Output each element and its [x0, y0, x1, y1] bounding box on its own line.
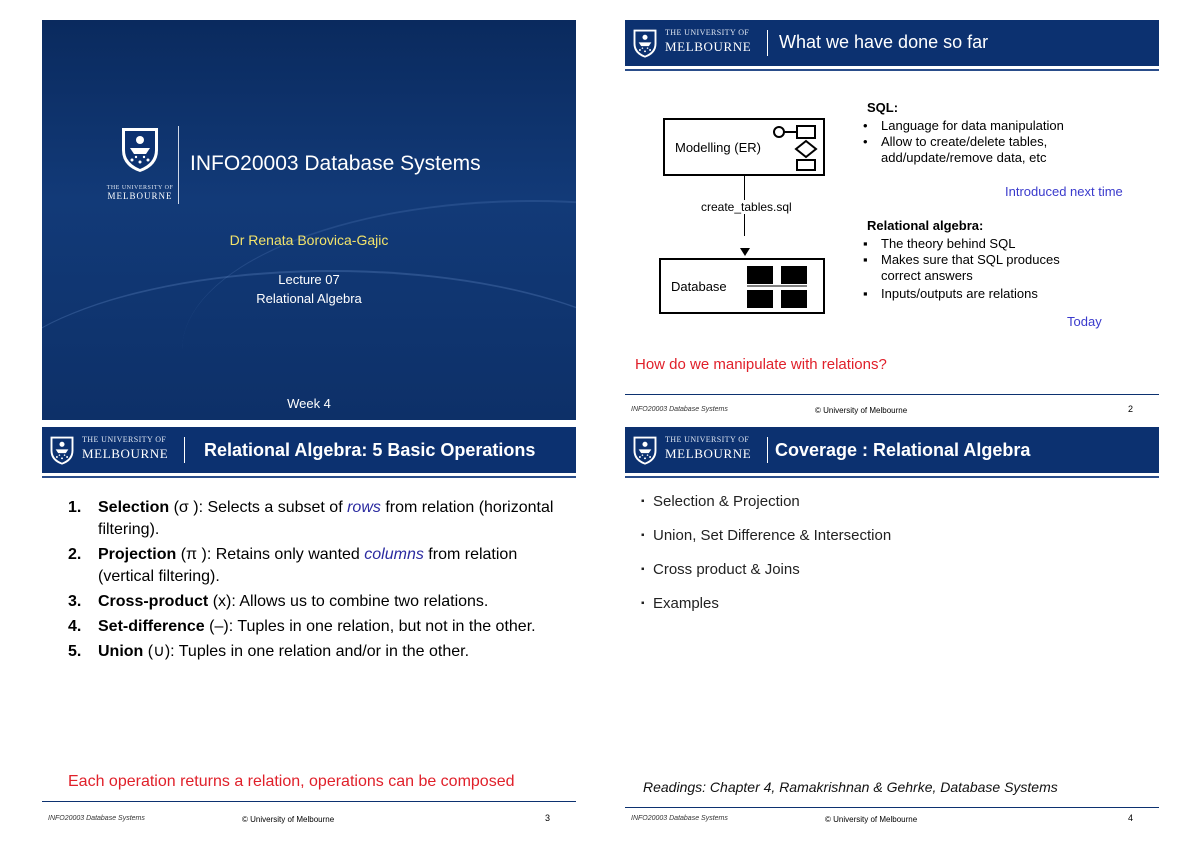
header-divider	[767, 437, 768, 463]
logo-text-big: MELBOURNE	[665, 446, 752, 461]
page-number: 4	[1128, 813, 1134, 823]
footer-course: INFO20003 Database Systems	[631, 815, 728, 822]
list-item: ▪ Makes sure that SQL produces	[861, 252, 1060, 268]
list-item: ▪ Union, Set Difference & Intersection	[641, 527, 891, 561]
list-item	[68, 591, 568, 613]
ra-note: Today	[1067, 314, 1102, 329]
slide-title: Coverage : Relational Algebra	[775, 440, 1031, 460]
er-diagram-icon	[765, 124, 823, 172]
logo-divider	[178, 126, 179, 204]
week-label: Week 4	[287, 396, 331, 411]
relational-algebra-heading: Relational algebra:	[867, 218, 984, 233]
arrow-label: create_tables.sql	[701, 200, 792, 214]
university-logo	[104, 124, 176, 201]
list-item: ▪ Selection & Projection	[641, 493, 891, 527]
operation-symbol: (–):	[209, 618, 234, 635]
list-item	[68, 544, 568, 588]
item-text: Allows us to combine two relations.	[235, 593, 489, 610]
page-number: 2	[1128, 404, 1134, 414]
operation-symbol: (x):	[212, 593, 236, 610]
list-item	[68, 641, 568, 663]
footer-copyright: © University of Melbourne	[242, 815, 335, 824]
operation-name: Set-difference	[98, 618, 205, 635]
header-rule	[625, 69, 1159, 71]
operation-name: Cross-product	[98, 593, 209, 610]
slide-header	[625, 427, 1159, 473]
logo-text-big: MELBOURNE	[82, 446, 169, 461]
crest-icon	[631, 27, 659, 59]
footer-course: INFO20003 Database Systems	[48, 815, 145, 822]
slide-title: What we have done so far	[779, 32, 989, 52]
logo-text-big: MELBOURNE	[107, 191, 173, 201]
database-label: Database	[671, 279, 727, 294]
operation-symbol: (π ):	[180, 546, 212, 563]
list-item: ▪ Examples	[641, 595, 891, 629]
slide-basic-operations[interactable]	[42, 427, 576, 832]
footer-rule	[625, 807, 1159, 808]
crest-icon	[118, 124, 162, 174]
footer-copyright: © University of Melbourne	[825, 815, 918, 824]
relational-algebra-list	[861, 236, 1060, 302]
operation-name: Selection	[98, 499, 170, 516]
item-number: 3.	[68, 593, 82, 610]
footer-course: INFO20003 Database Systems	[631, 406, 728, 413]
operation-name: Union	[98, 643, 144, 660]
operations-list	[68, 497, 568, 666]
operation-name: Projection	[98, 546, 177, 563]
item-text: Retains only wanted	[211, 546, 365, 563]
item-text: Tuples in one relation, but not in the other.	[233, 618, 536, 635]
logo-text-small: THE UNIVERSITY OF	[665, 28, 750, 37]
footer-copyright: © University of Melbourne	[815, 406, 908, 415]
sql-heading: SQL:	[867, 100, 899, 115]
header-divider	[184, 437, 185, 463]
item-text: Selects a subset of	[203, 499, 348, 516]
sql-note: Introduced next time	[1005, 184, 1123, 199]
list-item: • Language for data manipulation	[861, 118, 1064, 134]
operation-symbol: (σ ):	[173, 499, 204, 516]
lecturer-name: Dr Renata Borovica-Gajic	[229, 232, 389, 248]
slide-title: Relational Algebra: 5 Basic Operations	[204, 440, 536, 460]
sql-list	[861, 118, 1064, 166]
item-number: 4.	[68, 618, 82, 635]
list-item-continuation	[861, 268, 1060, 284]
crest-icon	[48, 434, 76, 466]
logo-text-small: THE UNIVERSITY OF	[106, 185, 174, 191]
slide-coverage[interactable]	[625, 427, 1159, 832]
crest-icon	[631, 434, 659, 466]
list-item-continuation	[861, 150, 1064, 166]
modelling-box	[663, 118, 825, 176]
table-grid-icon	[745, 264, 815, 310]
slide-header	[625, 20, 1159, 66]
item-number: 2.	[68, 546, 82, 563]
list-item: ▪ Inputs/outputs are relations	[861, 286, 1060, 302]
slide-what-done-so-far[interactable]	[625, 20, 1159, 420]
slide-header	[42, 427, 576, 473]
item-number: 1.	[68, 499, 82, 516]
lecture-number: Lecture 07	[278, 272, 340, 287]
list-item	[68, 497, 568, 541]
continuation-text: correct answers	[881, 268, 973, 283]
database-box	[659, 258, 825, 314]
operation-symbol: (∪):	[147, 643, 175, 660]
lecture-topic: Relational Algebra	[256, 291, 362, 306]
list-item	[68, 616, 568, 638]
item-text: from relation (horizontal filtering).	[98, 499, 554, 538]
coverage-list	[641, 493, 891, 629]
emphasis-text: columns	[364, 546, 424, 563]
header-divider	[767, 30, 768, 56]
logo-text-small: THE UNIVERSITY OF	[665, 435, 750, 444]
header-rule	[625, 476, 1159, 478]
list-item: ▪ Cross product & Joins	[641, 561, 891, 595]
list-item: ▪ The theory behind SQL	[861, 236, 1060, 252]
logo-text-small: THE UNIVERSITY OF	[82, 435, 167, 444]
header-rule	[42, 476, 576, 478]
item-text: from relation (vertical filtering).	[98, 546, 518, 585]
arrow-head-icon	[740, 248, 750, 256]
list-item: • Allow to create/delete tables,	[861, 134, 1064, 150]
title-slide[interactable]	[42, 20, 576, 420]
footer-rule	[625, 394, 1159, 395]
modelling-label: Modelling (ER)	[675, 140, 761, 155]
footer-rule	[42, 801, 576, 802]
page-number: 3	[545, 813, 551, 823]
emphasis-text: rows	[347, 499, 381, 516]
continuation-text: add/update/remove data, etc	[881, 150, 1047, 165]
slide-note: Each operation returns a relation, operations can be composed	[68, 773, 515, 790]
course-title: INFO20003 Database Systems	[190, 152, 481, 175]
item-number: 5.	[68, 643, 82, 660]
readings-text: Readings: Chapter 4, Ramakrishnan & Gehrke, Database Systems	[643, 779, 1058, 795]
logo-text-big: MELBOURNE	[665, 39, 752, 54]
item-text: Tuples in one relation and/or in the other.	[174, 643, 470, 660]
slide-question: How do we manipulate with relations?	[635, 356, 887, 373]
